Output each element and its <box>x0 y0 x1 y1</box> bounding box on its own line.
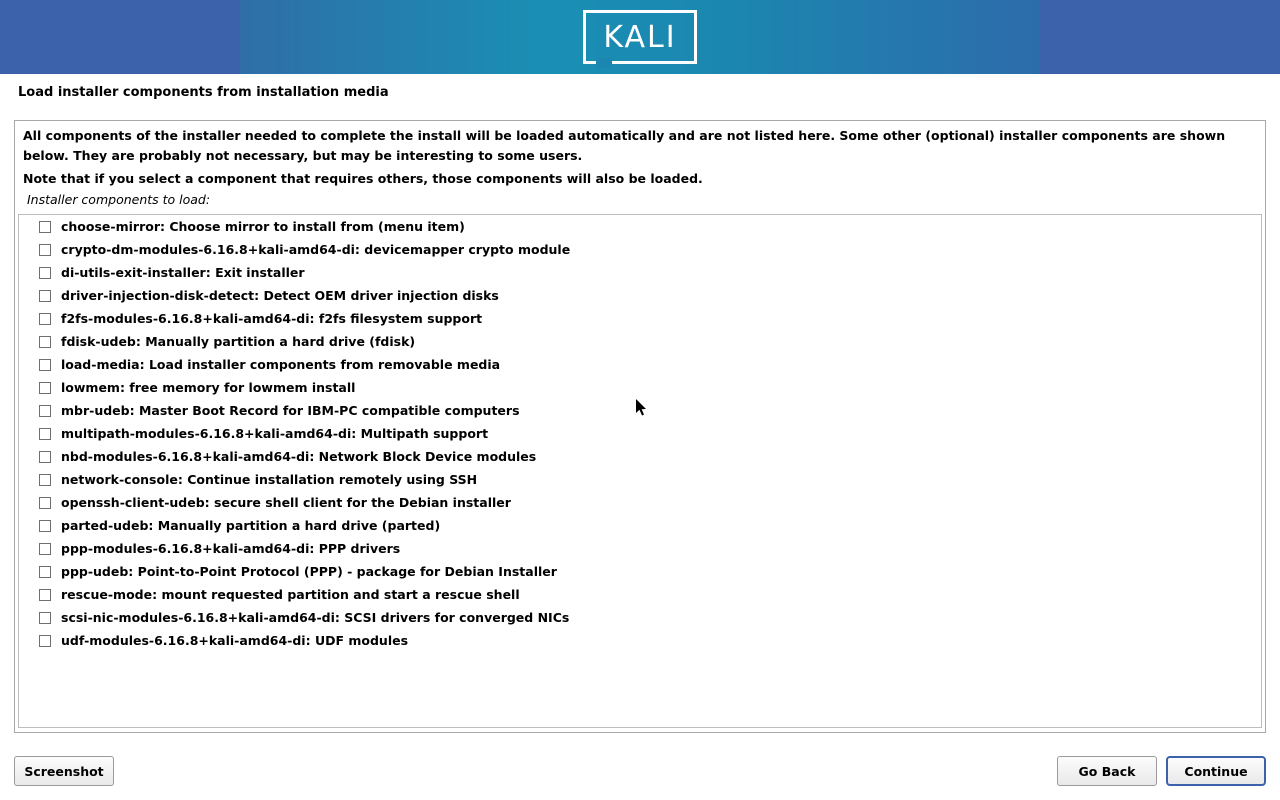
kali-banner <box>0 0 1280 74</box>
component-label: choose-mirror: Choose mirror to install from (menu item) <box>61 219 465 234</box>
component-label: fdisk-udeb: Manually partition a hard drive (fdisk) <box>61 334 416 349</box>
component-checkbox[interactable] <box>39 359 51 371</box>
component-label: network-console: Continue installation remotely using SSH <box>61 472 478 487</box>
component-row[interactable] <box>19 583 1261 606</box>
component-label: di-utils-exit-installer: Exit installer <box>61 265 305 280</box>
component-checkbox[interactable] <box>39 267 51 279</box>
component-row[interactable] <box>19 491 1261 514</box>
continue-button[interactable]: Continue <box>1166 756 1266 786</box>
component-checkbox[interactable] <box>39 589 51 601</box>
component-label: multipath-modules-6.16.8+kali-amd64-di: Multipath support <box>61 426 489 441</box>
component-label: rescue-mode: mount requested partition and start a rescue shell <box>61 587 520 602</box>
component-row[interactable] <box>19 445 1261 468</box>
component-checkbox[interactable] <box>39 566 51 578</box>
component-label: driver-injection-disk-detect: Detect OEM driver injection disks <box>61 288 499 303</box>
component-label: ppp-modules-6.16.8+kali-amd64-di: PPP drivers <box>61 541 401 556</box>
component-row[interactable] <box>19 353 1261 376</box>
component-checkbox[interactable] <box>39 612 51 624</box>
component-checkbox[interactable] <box>39 336 51 348</box>
component-label: parted-udeb: Manually partition a hard drive (parted) <box>61 518 441 533</box>
component-label: ppp-udeb: Point-to-Point Protocol (PPP) - package for Debian Installer <box>61 564 557 579</box>
component-label: load-media: Load installer components from removable media <box>61 357 501 372</box>
component-row[interactable] <box>19 560 1261 583</box>
component-label: f2fs-modules-6.16.8+kali-amd64-di: f2fs filesystem support <box>61 311 483 326</box>
component-checkbox[interactable] <box>39 244 51 256</box>
installer-panel <box>14 120 1266 733</box>
component-row[interactable] <box>19 422 1261 445</box>
components-list-label: Installer components to load: <box>27 192 211 207</box>
component-row[interactable] <box>19 468 1261 491</box>
kali-logo-notch <box>596 58 612 68</box>
component-label: mbr-udeb: Master Boot Record for IBM-PC compatible computers <box>61 403 520 418</box>
component-label: scsi-nic-modules-6.16.8+kali-amd64-di: SCSI drivers for converged NICs <box>61 610 570 625</box>
component-row[interactable] <box>19 284 1261 307</box>
component-row[interactable] <box>19 215 1261 238</box>
component-row[interactable] <box>19 629 1261 652</box>
component-checkbox[interactable] <box>39 520 51 532</box>
component-checkbox[interactable] <box>39 382 51 394</box>
component-label: udf-modules-6.16.8+kali-amd64-di: UDF modules <box>61 633 409 648</box>
component-label: openssh-client-udeb: secure shell client for the Debian installer <box>61 495 511 510</box>
component-row[interactable] <box>19 238 1261 261</box>
kali-logo-label: KALI <box>603 19 677 55</box>
kali-logo <box>583 10 697 64</box>
intro-text: All components of the installer needed to complete the install will be loaded automatically and are not listed here. Some other (optional) installer components are shown below. They are probably not necessary, but may be interesting to some users. <box>23 128 1226 163</box>
component-row[interactable] <box>19 330 1261 353</box>
component-row[interactable] <box>19 537 1261 560</box>
note-text: Note that if you select a component that requires others, those components will also be loaded. <box>23 171 703 186</box>
component-label: lowmem: free memory for lowmem install <box>61 380 356 395</box>
component-checkbox[interactable] <box>39 428 51 440</box>
component-checkbox[interactable] <box>39 474 51 486</box>
component-row[interactable] <box>19 376 1261 399</box>
component-checkbox[interactable] <box>39 451 51 463</box>
component-row[interactable] <box>19 514 1261 537</box>
component-label: crypto-dm-modules-6.16.8+kali-amd64-di: devicemapper crypto module <box>61 242 571 257</box>
component-checkbox[interactable] <box>39 543 51 555</box>
component-row[interactable] <box>19 399 1261 422</box>
component-checkbox[interactable] <box>39 290 51 302</box>
component-checkbox[interactable] <box>39 221 51 233</box>
components-list[interactable] <box>18 214 1262 728</box>
component-checkbox[interactable] <box>39 313 51 325</box>
component-label: nbd-modules-6.16.8+kali-amd64-di: Network Block Device modules <box>61 449 537 464</box>
component-checkbox[interactable] <box>39 635 51 647</box>
page-title: Load installer components from installation media <box>18 85 389 100</box>
component-checkbox[interactable] <box>39 405 51 417</box>
component-row[interactable] <box>19 307 1261 330</box>
component-row[interactable] <box>19 261 1261 284</box>
go-back-button[interactable]: Go Back <box>1057 756 1157 786</box>
screenshot-button[interactable]: Screenshot <box>14 756 114 786</box>
component-row[interactable] <box>19 606 1261 629</box>
component-checkbox[interactable] <box>39 497 51 509</box>
